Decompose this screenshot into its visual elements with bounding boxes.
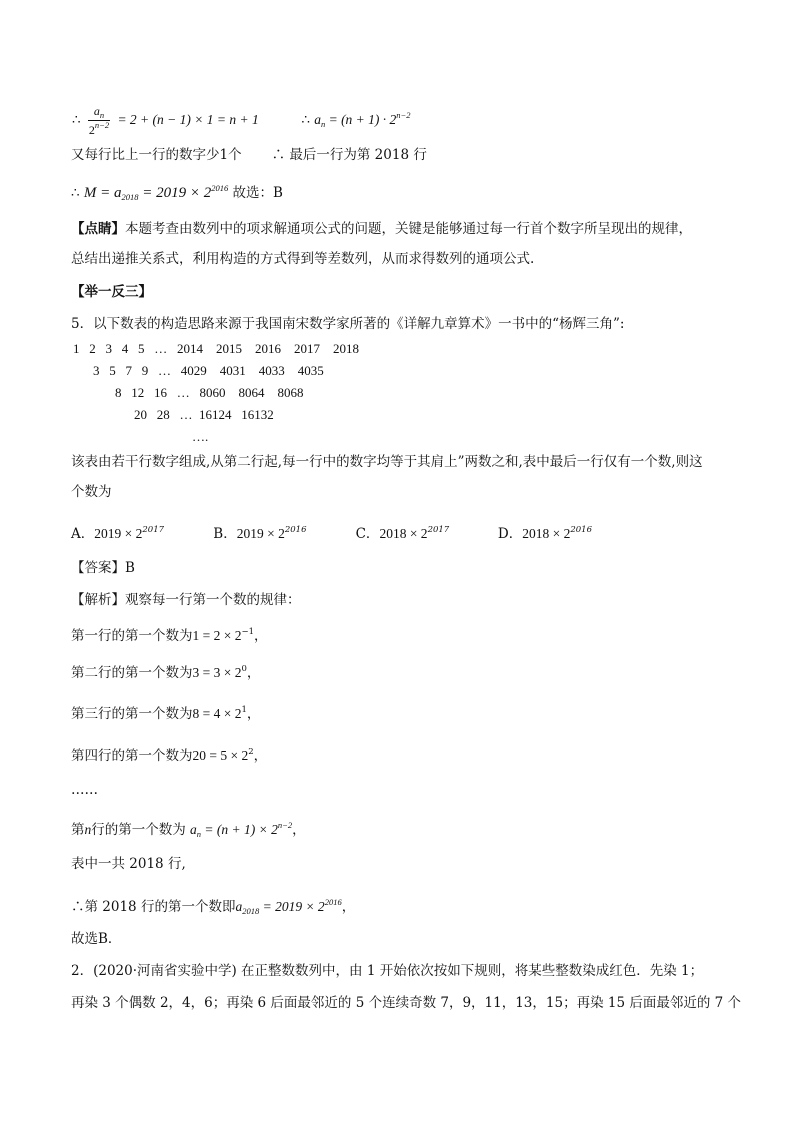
section-jufan: 【举一反三】 <box>71 284 152 300</box>
question-2-line-1: 2．(2020·河南省实验中学) 在正整数数列中，由 1 开始依次按如下规则，将某些整数染成红色．先染 1； <box>71 963 704 979</box>
therefore-symbol: ∴ <box>72 112 81 128</box>
answer-line: 【答案】B <box>71 560 135 576</box>
options-row <box>71 520 592 544</box>
formula-an: $a_n = (n + 1) \cdot 2^{n-2}$ <box>314 110 411 129</box>
line-m-value: ∴ $M = a_{2018} = 2019 \times 2^{2016}$ 故选：B <box>71 183 283 202</box>
question-5-desc-2: 个数为 <box>71 484 112 500</box>
dianjing-tag: 【点睛】 <box>71 221 125 237</box>
guxuan-line: 故选B． <box>71 931 122 947</box>
number-table-row-4: 20 28 … 16124 16132 <box>134 407 274 422</box>
row1-first-number: 第一行的第一个数为$1 = 2 \times 2^{-1}$， <box>71 627 268 644</box>
ellipsis-line: …… <box>71 782 98 798</box>
question-2-line-2: 再染 3 个偶数 2，4，6；再染 6 后面最邻近的 5 个连续奇数 7，9，11，13，15；再染 15 后面最邻近的 7 个 <box>71 995 742 1011</box>
question-5-desc-1: 该表由若干行数字组成,从第二行起,每一行中的数字均等于其肩上”两数之和,表中最后一行仅有一个数,则这 <box>71 454 703 470</box>
question-5-stem: 5．以下数表的构造思路来源于我国南宋数学家所著的《详解九章算术》一书中的“杨辉三角”: <box>71 316 625 332</box>
analysis-line: 【解析】观察每一行第一个数的规律： <box>71 592 301 608</box>
last-row-first-number: ∴第 2018 行的第一个数即$a_{2018} = 2019 \times 2^{2016}$， <box>71 897 356 916</box>
total-rows: 表中一共 2018 行, <box>71 856 186 872</box>
equation-line-1: ∴ $\frac{a_n}{2^{n-2}}$ = 2 + (n − 1) × 1 = n + 1 ∴ $a_n = (n + 1) \cdot 2^{n-2}$ <box>72 103 411 137</box>
recurrence-rhs: = 2 + (n − 1) × 1 = n + 1 <box>117 112 259 127</box>
option-d[interactable]: D．$2018 \times 2^{2016}$ <box>497 525 592 542</box>
number-table-row-3: 8 12 16 … 8060 8064 8068 <box>115 385 304 400</box>
dianjing-line-2: 总结出递推关系式，利用构造的方式得到等差数列，从而求得数列的通项公式. <box>71 251 535 267</box>
option-c[interactable]: C．$2018 \times 2^{2017}$ <box>355 525 450 542</box>
fraction: $\frac{a_n}{2^{n-2}}$ <box>88 103 110 137</box>
rown-first-number: 第n行的第一个数为 $a_n = (n + 1) \times 2^{n-2}$， <box>71 820 306 839</box>
number-table-row-2: 3 5 7 9 … 4029 4031 4033 4035 <box>93 363 324 378</box>
number-table-row-5: …. <box>192 429 209 444</box>
dianjing-line-1: 【点睛】本题考查由数列中的项求解通项公式的问题，关键是能够通过每一行首个数字所呈现出的规律， <box>71 221 692 237</box>
row2-first-number: 第二行的第一个数为$3 = 3 \times 2^0$， <box>71 664 261 681</box>
row4-first-number: 第四行的第一个数为$20 = 5 \times 2^2$， <box>71 747 268 764</box>
number-table-row-1: 1 2 3 4 5 … 2014 2015 2016 2017 2018 <box>73 341 359 356</box>
option-b[interactable]: B．$2019 \times 2^{2016}$ <box>213 525 307 542</box>
line-rows-decrease: 又每行比上一行的数字少1个 ∴ 最后一行为第 2018 行 <box>71 147 427 163</box>
option-a[interactable]: A．$2019 \times 2^{2017}$ <box>71 525 165 542</box>
row3-first-number: 第三行的第一个数为$8 = 4 \times 2^1$， <box>71 705 261 722</box>
